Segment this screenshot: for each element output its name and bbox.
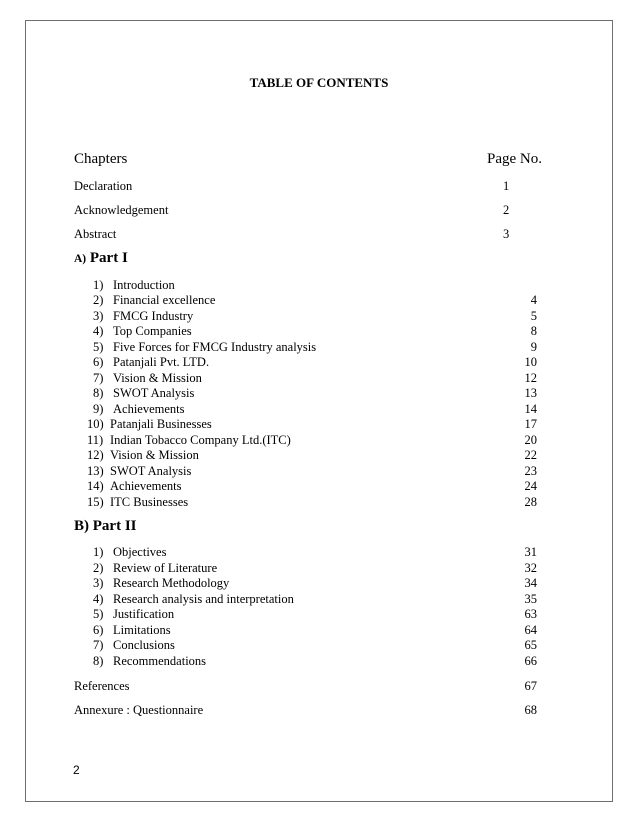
toc-item-page: 13 (524, 386, 537, 400)
toc-item-page: 24 (524, 479, 537, 493)
toc-item-num: 7) (93, 638, 104, 652)
toc-item-num: 2) (93, 293, 104, 307)
toc-item-label: Achievements (110, 479, 182, 493)
toc-item-num: 13) (87, 464, 104, 478)
toc-item-page: 5 (530, 309, 537, 323)
toc-item-page: 14 (524, 402, 537, 416)
toc-item-num: 7) (93, 371, 104, 385)
toc-item-label: Justification (113, 607, 175, 621)
part-i-heading (74, 250, 128, 267)
toc-item-label: Research analysis and interpretation (113, 592, 294, 606)
toc-item-num: 5) (93, 607, 104, 621)
toc-item-num: 5) (93, 340, 104, 354)
toc-item-label: FMCG Industry (113, 309, 194, 323)
toc-item-num: 6) (93, 355, 104, 369)
toc-item-page: 32 (524, 561, 537, 575)
toc-item-num: 1) (93, 545, 104, 559)
toc-item-label: Objectives (113, 545, 167, 559)
toc-item-num: 9) (93, 402, 104, 416)
part-i-title: Part I (89, 250, 128, 266)
toc-item-label: Achievements (113, 402, 185, 416)
toc-item-label: Conclusions (113, 638, 175, 652)
toc-item-page: 64 (524, 623, 537, 637)
toc-item-num: 8) (93, 386, 104, 400)
page-title: TABLE OF CONTENTS (249, 75, 389, 90)
toc-item-num: 8) (93, 654, 104, 668)
toc-item-page: 63 (524, 607, 537, 621)
toc-item-label: Financial excellence (113, 293, 216, 307)
toc-item-label: Patanjali Pvt. LTD. (113, 355, 210, 369)
toc-item-num: 15) (87, 495, 104, 509)
toc-item-label: Patanjali Businesses (110, 417, 212, 431)
chapters-header: Chapters (74, 151, 128, 167)
page-no-header: Page No. (487, 151, 542, 167)
toc-item-label: Limitations (113, 623, 171, 637)
toc-entry-page: 2 (503, 203, 510, 217)
toc-item-num: 6) (93, 623, 104, 637)
toc-item-page: 8 (530, 324, 537, 338)
toc-item-label: Vision & Mission (113, 371, 202, 385)
toc-item-num: 12) (87, 448, 104, 462)
toc-item-page: 17 (524, 417, 537, 431)
toc-item-label: SWOT Analysis (113, 386, 195, 400)
toc-item-num: 14) (87, 479, 104, 493)
toc-item-label: Research Methodology (113, 576, 230, 590)
toc-item-page: 20 (524, 433, 537, 447)
toc-item-page: 10 (524, 355, 537, 369)
toc-item-label: Review of Literature (113, 561, 218, 575)
toc-item-page: 28 (524, 495, 537, 509)
part-i-prefix: A) (74, 253, 87, 265)
page-number: 2 (73, 763, 80, 777)
toc-item-page: 65 (524, 638, 537, 652)
toc-item-num: 3) (93, 576, 104, 590)
toc-item-label: Five Forces for FMCG Industry analysis (113, 340, 317, 354)
toc-entry-label: References (74, 679, 130, 693)
toc-item-page: 12 (524, 371, 537, 385)
toc-entry-label: Acknowledgement (74, 203, 169, 217)
toc-item-page: 22 (524, 448, 537, 462)
toc-item-label: Recommendations (113, 654, 207, 668)
toc-item-num: 11) (87, 433, 104, 447)
toc-entry-label: Declaration (74, 179, 133, 193)
toc-entry-page: 1 (503, 179, 510, 193)
toc-item-label: SWOT Analysis (110, 464, 192, 478)
toc-item-num: 2) (93, 561, 104, 575)
toc-item-page: 34 (524, 576, 537, 590)
toc-entry-page: 3 (503, 227, 510, 241)
toc-item-num: 3) (93, 309, 104, 323)
toc-item-label: Vision & Mission (110, 448, 199, 462)
toc-item-label: ITC Businesses (110, 495, 189, 509)
toc-item-page: 35 (524, 592, 537, 606)
toc-item-label: Introduction (113, 278, 175, 292)
toc-item-num: 4) (93, 324, 104, 338)
toc-entry-page: 67 (524, 679, 537, 693)
toc-item-page: 31 (524, 545, 537, 559)
toc-entry-label: Abstract (74, 227, 117, 241)
toc-item-page: 23 (524, 464, 537, 478)
toc-item-label: Indian Tobacco Company Ltd.(ITC) (110, 433, 291, 447)
toc-item-page: 4 (530, 293, 537, 307)
toc-item-page: 66 (524, 654, 537, 668)
toc-item-num: 1) (93, 278, 104, 292)
part-ii-heading: B) Part II (74, 518, 137, 534)
toc-entry-label: Annexure : Questionnaire (74, 703, 204, 717)
toc-item-num: 4) (93, 592, 104, 606)
toc-item-num: 10) (87, 417, 104, 431)
toc-item-page: 9 (530, 340, 537, 354)
toc-entry-page: 68 (524, 703, 537, 717)
toc-item-label: Top Companies (113, 324, 192, 338)
